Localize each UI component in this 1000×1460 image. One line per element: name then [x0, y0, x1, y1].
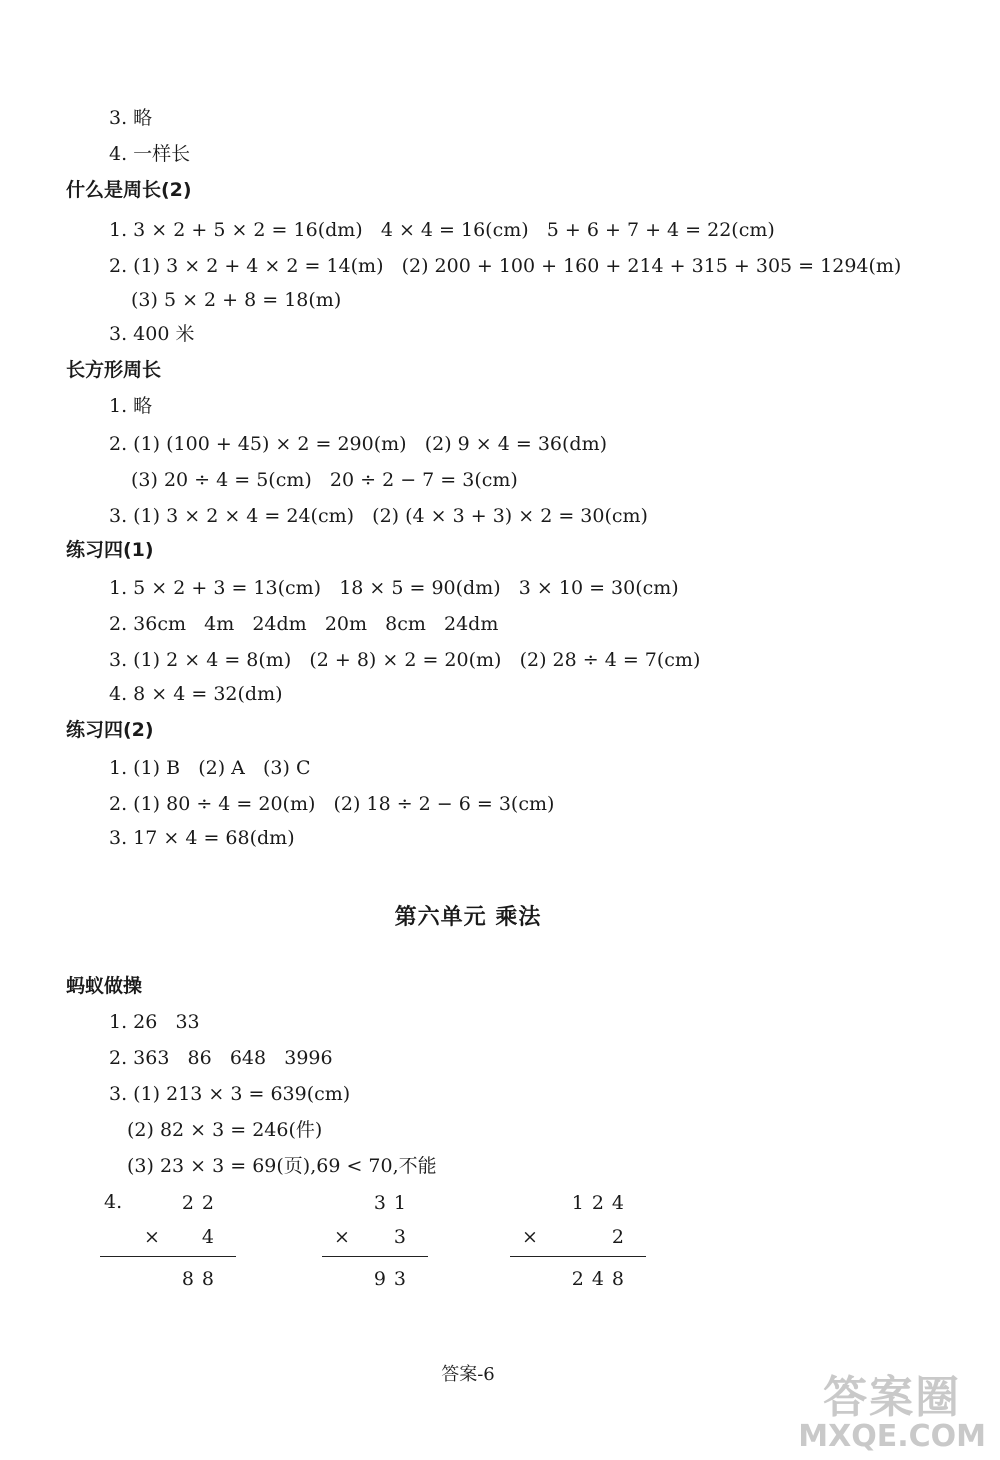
answer-line: (3) 23 × 3 = 69(页),69 < 70,不能 — [127, 1155, 437, 1177]
answer-line: 2. (1) 3 × 2 + 4 × 2 = 14(m) (2) 200 + 100 + 160 + 214 + 315 + 305 = 1294(m) — [109, 255, 902, 277]
multiplier: 3 — [393, 1226, 414, 1248]
product: 93 — [373, 1268, 414, 1290]
answer-line: 3. (1) 3 × 2 × 4 = 24(cm) (2) (4 × 3 + 3) × 2 = 30(cm) — [109, 505, 648, 527]
answer-line: 3. 17 × 4 = 68(dm) — [109, 827, 295, 849]
watermark-text: 答案圈 — [823, 1372, 962, 1423]
answer-line: 1. (1) B (2) A (3) C — [109, 757, 311, 779]
answer-line: (3) 20 ÷ 4 = 5(cm) 20 ÷ 2 − 7 = 3(cm) — [131, 469, 518, 491]
answer-line: 2. 363 86 648 3996 — [109, 1047, 333, 1069]
multiplicand: 31 — [373, 1192, 414, 1214]
multiplier: 4 — [201, 1226, 222, 1248]
answer-line: 1. 5 × 2 + 3 = 13(cm) 18 × 5 = 90(dm) 3 × 10 = 30(cm) — [109, 577, 679, 599]
divider-line — [322, 1256, 428, 1257]
times-sign: × — [144, 1226, 160, 1248]
answer-line: 1. 3 × 2 + 5 × 2 = 16(dm) 4 × 4 = 16(cm) 5 + 6 + 7 + 4 = 22(cm) — [109, 219, 775, 241]
multiplicand: 22 — [181, 1192, 222, 1214]
answer-line: 4. 8 × 4 = 32(dm) — [109, 683, 283, 705]
section-heading: 练习四(1) — [66, 539, 154, 561]
answer-line: 4. 一样长 — [109, 143, 191, 165]
answer-line: 3. 略 — [109, 107, 153, 129]
product: 88 — [181, 1268, 222, 1290]
multiplier: 2 — [611, 1226, 632, 1248]
answer-line: 2. 36cm 4m 24dm 20m 8cm 24dm — [109, 613, 499, 635]
divider-line — [100, 1256, 236, 1257]
watermark-url: MXQE.COM — [798, 1419, 986, 1454]
watermark-logo — [798, 1361, 986, 1454]
answer-line: (3) 5 × 2 + 8 = 18(m) — [131, 289, 342, 311]
times-sign: × — [522, 1226, 538, 1248]
unit-title: 第六单元 乘法 — [394, 905, 542, 930]
section-heading: 什么是周长(2) — [66, 179, 192, 201]
answer-line: 3. (1) 213 × 3 = 639(cm) — [109, 1083, 351, 1105]
answer-line: 1. 略 — [109, 395, 153, 417]
section-heading: 练习四(2) — [66, 719, 154, 741]
multiplicand: 124 — [571, 1192, 632, 1214]
vertical-multiplication — [100, 1192, 236, 1302]
answer-line: 2. (1) (100 + 45) × 2 = 290(m) (2) 9 × 4 = 36(dm) — [109, 433, 608, 455]
section-heading: 长方形周长 — [66, 359, 162, 381]
vertical-multiplication — [322, 1192, 428, 1302]
answer-line: (2) 82 × 3 = 246(件) — [127, 1119, 323, 1141]
answer-line: 3. (1) 2 × 4 = 8(m) (2 + 8) × 2 = 20(m) (2) 28 ÷ 4 = 7(cm) — [109, 649, 701, 671]
answer-line: 1. 26 33 — [109, 1011, 200, 1033]
vertical-multiplication — [510, 1192, 646, 1302]
answer-line: 4. — [104, 1191, 123, 1213]
divider-line — [510, 1256, 646, 1257]
product: 248 — [571, 1268, 632, 1290]
section-heading: 蚂蚁做操 — [66, 975, 143, 997]
page-number: 答案-6 — [441, 1364, 495, 1385]
times-sign: × — [334, 1226, 350, 1248]
answer-line: 3. 400 米 — [109, 323, 195, 345]
answer-line: 2. (1) 80 ÷ 4 = 20(m) (2) 18 ÷ 2 − 6 = 3(cm) — [109, 793, 555, 815]
